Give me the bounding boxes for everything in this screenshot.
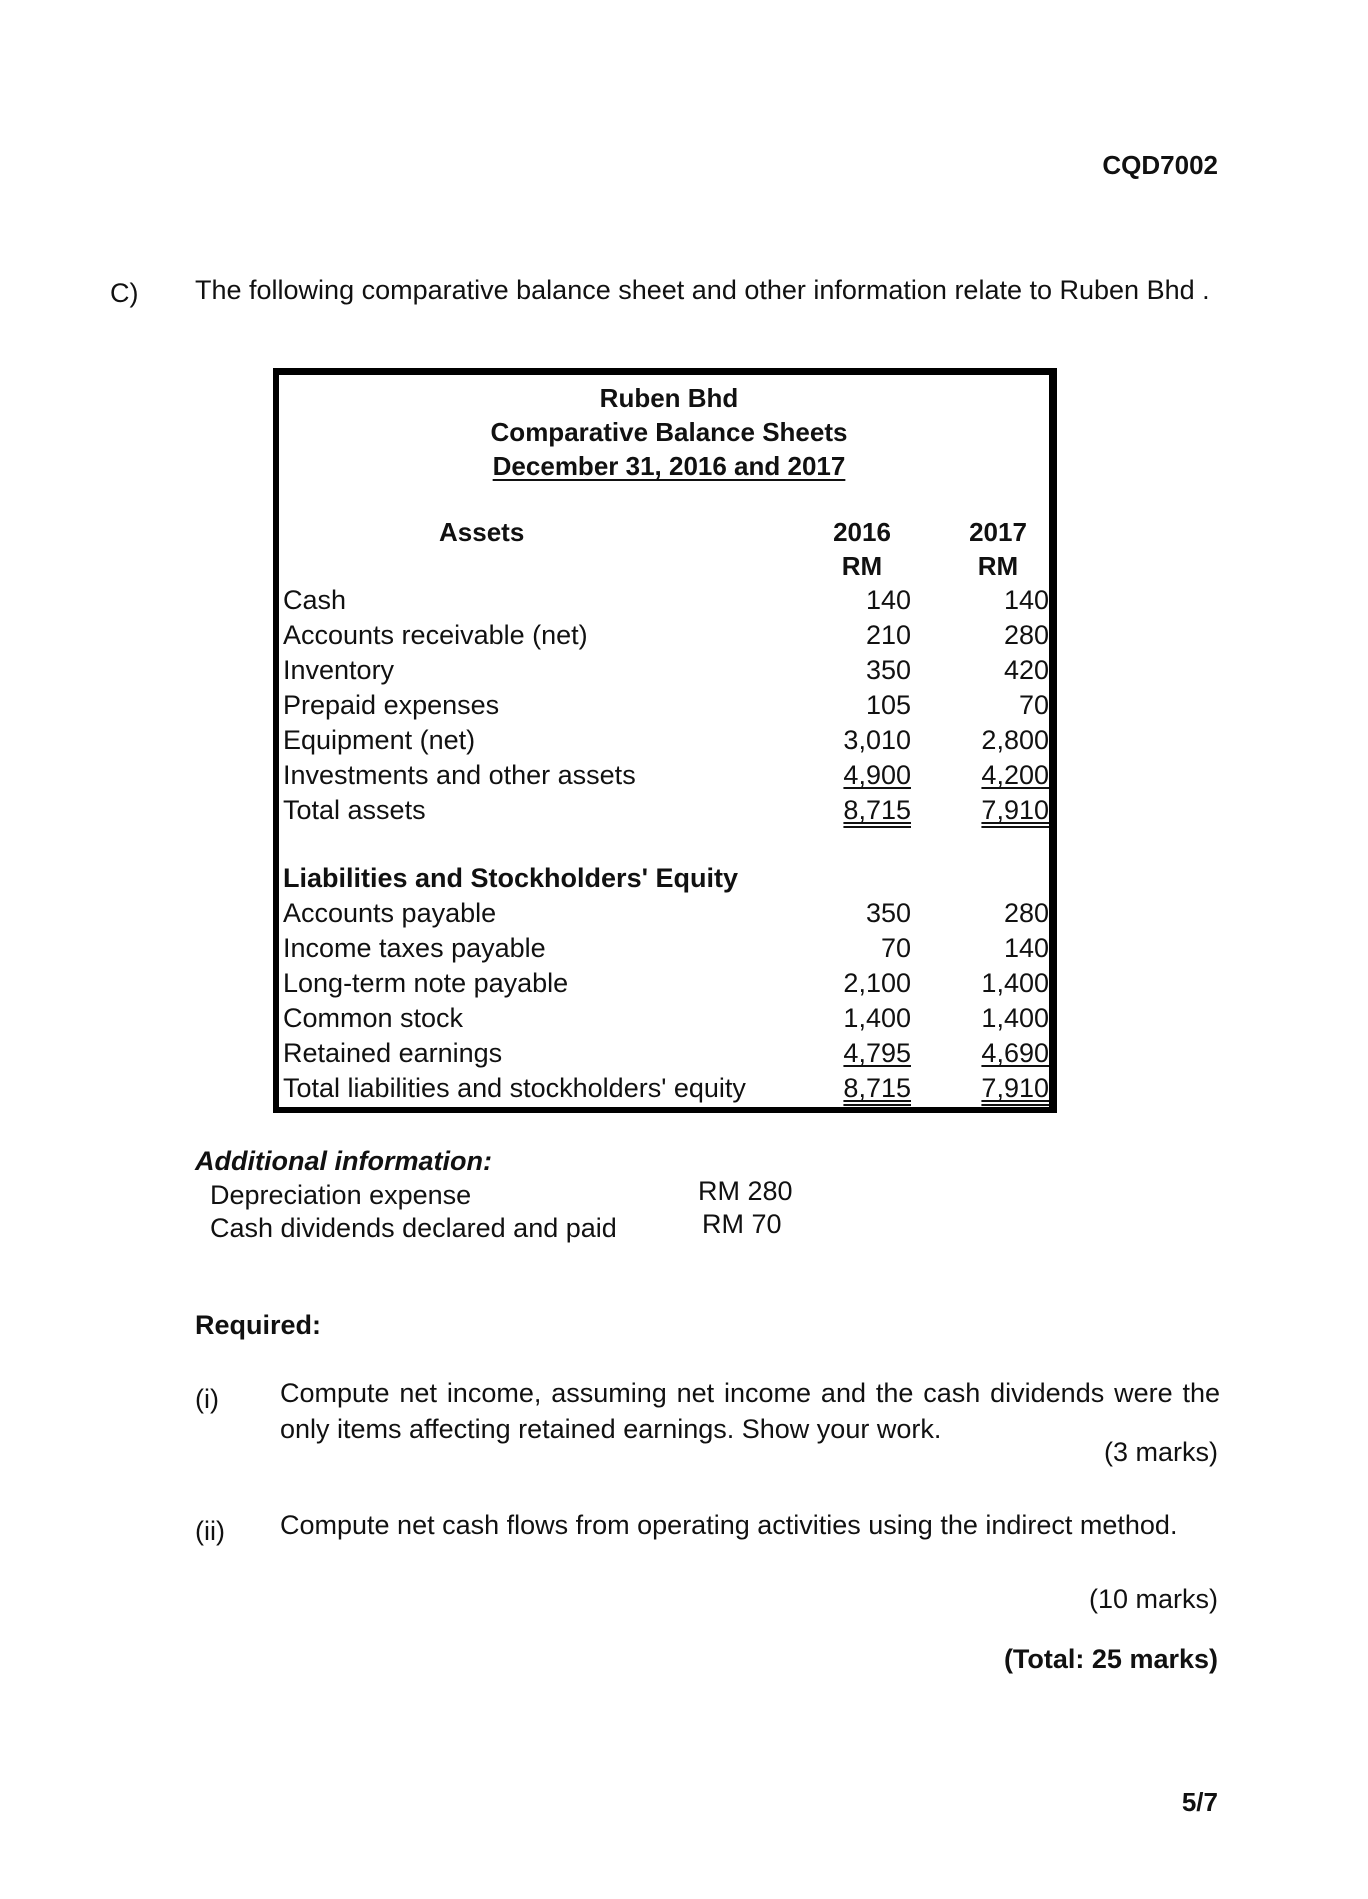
table-row — [283, 966, 1049, 1001]
value-2017: 280 — [1003, 620, 1049, 650]
row-label: Retained earnings — [283, 1038, 503, 1068]
row-label: Income taxes payable — [283, 933, 546, 963]
value-2017: 280 — [1003, 898, 1049, 928]
row-label: Equipment (net) — [283, 725, 476, 755]
section-heading: Liabilities and Stockholders' Equity — [283, 863, 739, 893]
table-row — [283, 653, 1049, 688]
table-row — [283, 583, 1049, 618]
item-number: (ii) — [195, 1516, 225, 1546]
value-2017: 140 — [1003, 585, 1049, 615]
value-2017: 2,800 — [981, 725, 1049, 755]
row-label: Common stock — [283, 1003, 464, 1033]
value-2016: 70 — [880, 933, 911, 963]
additional-info-title: Additional information: — [195, 1146, 492, 1176]
row-label: Investments and other assets — [283, 760, 636, 790]
row-label: Cash — [283, 585, 347, 615]
item-text: Compute net cash flows from operating activities using the indirect method. — [280, 1510, 1178, 1540]
item-marks: (3 marks) — [1104, 1437, 1218, 1467]
row-label: Long-term note payable — [283, 968, 569, 998]
page-number: 5/7 — [1181, 1787, 1218, 1817]
table-row — [283, 931, 1049, 966]
course-code: CQD7002 — [1102, 150, 1218, 180]
table-row — [283, 1036, 1049, 1071]
item-text: Compute net income, assuming net income and the cash dividends were the only items affecting retained earnings. Show your work. — [280, 1378, 1220, 1444]
assets-heading: Assets — [439, 517, 525, 547]
value-2016: 210 — [865, 620, 911, 650]
value-2016: 1,400 — [843, 1003, 911, 1033]
column-2016-year: 2016 — [833, 517, 891, 547]
item-marks: (10 marks) — [1088, 1584, 1218, 1614]
row-label: Accounts receivable (net) — [283, 620, 588, 650]
value-2017: 140 — [1003, 933, 1049, 963]
assets-section — [283, 583, 1049, 828]
table-row — [283, 618, 1049, 653]
column-2016-header — [817, 515, 907, 583]
item-number: (i) — [195, 1384, 219, 1414]
row-label: Inventory — [283, 655, 395, 685]
question-label: C) — [110, 278, 139, 308]
value-2016: 3,010 — [843, 725, 911, 755]
row-label: Total liabilities and stockholders' equity — [283, 1073, 746, 1103]
value-2016: 4,795 — [843, 1038, 911, 1068]
table-row — [283, 896, 1049, 931]
row-label: Accounts payable — [283, 898, 497, 928]
table-row — [283, 758, 1049, 793]
total-2017: 7,910 — [981, 1073, 1049, 1103]
column-2017-header — [953, 515, 1043, 583]
value-2016: 140 — [865, 585, 911, 615]
value-2017: 70 — [1018, 690, 1049, 720]
column-2017-currency: RM — [977, 551, 1019, 581]
additional-info-value: RM 70 — [702, 1209, 782, 1239]
additional-info-value: RM 280 — [698, 1176, 793, 1206]
liabilities-heading — [283, 861, 1049, 896]
additional-info-label: Depreciation expense — [210, 1180, 472, 1210]
total-2017: 7,910 — [981, 795, 1049, 825]
total-assets-row — [283, 793, 1049, 828]
value-2016: 105 — [865, 690, 911, 720]
row-label: Prepaid expenses — [283, 690, 500, 720]
total-liabilities-row — [283, 1071, 1049, 1106]
total-2016: 8,715 — [843, 795, 911, 825]
value-2017: 4,690 — [981, 1038, 1049, 1068]
statement-date: December 31, 2016 and 2017 — [492, 451, 846, 481]
value-2017: 420 — [1003, 655, 1049, 685]
value-2016: 350 — [865, 898, 911, 928]
value-2017: 1,400 — [981, 968, 1049, 998]
value-2016: 2,100 — [843, 968, 911, 998]
statement-title: Comparative Balance Sheets — [490, 417, 848, 447]
table-row — [283, 1001, 1049, 1036]
total-2016: 8,715 — [843, 1073, 911, 1103]
column-2016-currency: RM — [841, 551, 883, 581]
total-marks: (Total: 25 marks) — [1003, 1644, 1218, 1674]
value-2016: 4,900 — [843, 760, 911, 790]
table-row — [283, 723, 1049, 758]
additional-info-label: Cash dividends declared and paid — [210, 1213, 617, 1243]
value-2017: 4,200 — [981, 760, 1049, 790]
liabilities-section — [283, 861, 1049, 1106]
value-2017: 1,400 — [981, 1003, 1049, 1033]
required-title: Required: — [195, 1310, 322, 1340]
column-2017-year: 2017 — [969, 517, 1027, 547]
balance-sheet-table — [273, 368, 1057, 1113]
question-intro: The following comparative balance sheet and other information relate to Ruben Bhd . — [195, 275, 1210, 305]
table-row — [283, 688, 1049, 723]
balance-sheet-heading — [419, 381, 919, 483]
value-2016: 350 — [865, 655, 911, 685]
row-label: Total assets — [283, 795, 426, 825]
company-name: Ruben Bhd — [599, 383, 739, 413]
